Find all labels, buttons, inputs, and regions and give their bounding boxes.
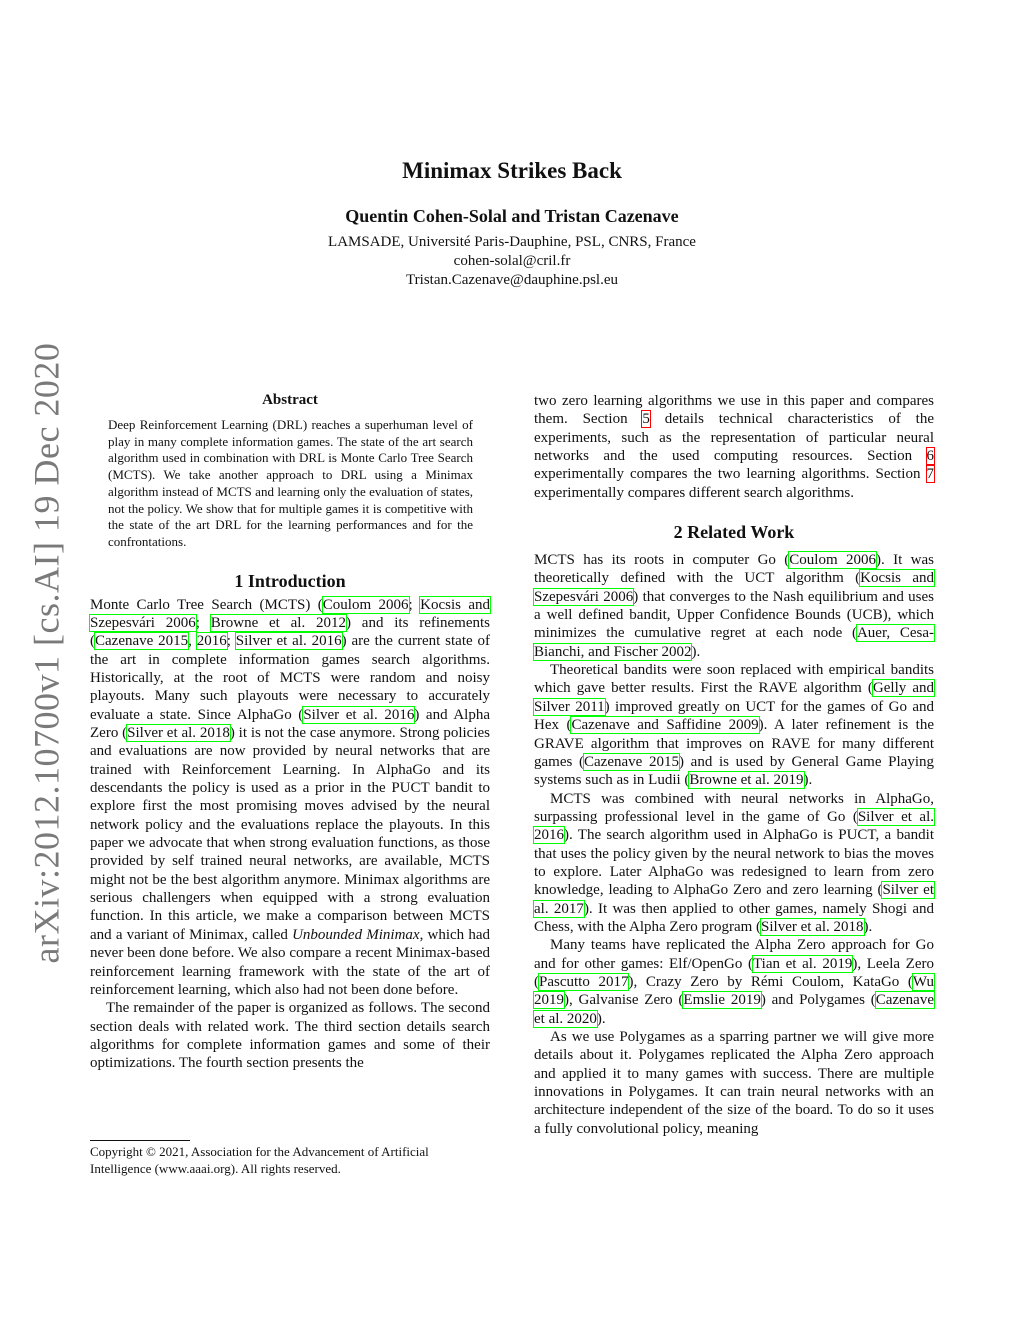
citation-link[interactable]: Gelly and Silver 2011: [534, 680, 934, 715]
related-paragraph-5: As we use Polygames as a sparring partner we will give more details about it. Polygames replicated the Alpha Zero approach and applied it to many games with success. There are multiple innovations in Polygames. It can train neural networks with an architecture independent of the size of the board. To do so it uses a fully convolutional policy, meaning: [534, 1029, 934, 1137]
citation-link[interactable]: Cazenave and Saffidine 2009: [571, 717, 759, 734]
citation-link[interactable]: Silver et al. 2016: [303, 706, 415, 723]
section-heading-related-work: 2 Related Work: [673, 522, 795, 543]
related-paragraph-3: MCTS was combined with neural networks in AlphaGo, surpassing professional level in the game of Go (Silver et al. 2016). The search algorithm used in AlphaGo is PUCT, a bandit that uses the policy given by the neural network to bias the moves to explore. Later AlphaGo was redesigned to learn from zero knowledge, leading to AlphaGo Zero and zero learning (Silver et al. 2017). It was then applied to other games, namely Shogi and Chess, with the Alpha Zero program (Silver et al. 2018).: [534, 790, 935, 935]
section-ref-link[interactable]: 5: [642, 411, 650, 428]
intro-paragraph-2: The remainder of the paper is organized as follows. The second section deals with related work. The third section details search algorithms for complete information games and some of their optimizations. The fourth section presents the: [90, 1000, 490, 1072]
citation-link[interactable]: Browne et al. 2019: [689, 772, 804, 789]
author-affiliation: LAMSADE, Université Paris-Dauphine, PSL, CNRS, France: [328, 234, 696, 250]
abstract-heading: Abstract: [262, 392, 318, 408]
citation-link[interactable]: 2016: [196, 633, 227, 650]
citation-link[interactable]: Silver et al. 2016: [534, 808, 934, 844]
citation-link[interactable]: Auer, Cesa-Bianchi, and Fischer 2002: [534, 625, 934, 660]
author-email-2: Tristan.Cazenave@dauphine.psl.eu: [406, 272, 618, 288]
citation-link[interactable]: Cazenave 2015: [584, 753, 679, 770]
citation-link[interactable]: Silver et al. 2018: [761, 918, 864, 935]
citation-link[interactable]: Cazenave 2015: [95, 633, 189, 650]
left-column: [90, 392, 490, 1073]
abstract-text: Deep Reinforcement Learning (DRL) reaches a superhuman level of play in many complete information games. The state of the art search algorithm used in combination with DRL is Monte Carlo Tree Search (MCTS). We take another approach to DRL using a Minimax algorithm instead of MCTS and learning only the evaluation of states, not the policy. We show that for multiple games it is competitive with the state of the art DRL for the learning performances and for the confrontations.: [108, 417, 473, 549]
citation-link[interactable]: Silver et al. 2017: [534, 882, 934, 917]
citation-link[interactable]: Coulom 2006: [322, 596, 409, 613]
citation-link[interactable]: Tian et al. 2019: [753, 955, 853, 972]
citation-link[interactable]: Coulom 2006: [789, 552, 876, 569]
section-ref-link[interactable]: 6: [926, 448, 934, 465]
copyright-footnote: Copyright © 2021, Association for the Advancement of Artificial Intelligence (www.aaai.org). All rights reserved.: [90, 1144, 429, 1176]
arxiv-identifier: [26, 342, 66, 963]
related-paragraph-1: MCTS has its roots in computer Go (Coulom 2006). It was theoretically defined with the UCT algorithm (Kocsis and Szepesvári 2006) that converges to the Nash equilibrium and uses a well defined bandit, Upper Confidence Bounds (UCB), which minimizes the cumulative regret at each node (Auer, Cesa-Bianchi, and Fischer 2002).: [534, 552, 934, 660]
citation-link[interactable]: Wu 2019: [534, 973, 934, 1009]
citation-link[interactable]: Browne et al. 2012: [210, 614, 346, 631]
outline-paragraph: two zero learning algorithms we use in this paper and compares them. Section 5 details technical characteristics of the experiments, such as the representation of particular neural networks and the used computing resources. Section 6 experimentally compares the two learning algorithms. Section 7 experimentally compares different search algorithms.: [534, 393, 934, 501]
citation-link[interactable]: Emslie 2019: [683, 992, 761, 1009]
related-paragraph-4: Many teams have replicated the Alpha Zero approach for Go and for other games: Elf/OpenGo (Tian et al. 2019), Leela Zero (Pascutto 2017), Crazy Zero by Rémi Coulom, KataGo (Wu 2019), Galvanise Zero (Emslie 2019) and Polygames (Cazenave et al. 2020).: [534, 937, 934, 1027]
arxiv-identifier-text: arXiv:2012.10700v1 [cs.AI] 19 Dec 2020: [26, 342, 66, 963]
citation-link[interactable]: Cazenave et al. 2020: [534, 992, 934, 1027]
paper-authors: Quentin Cohen-Solal and Tristan Cazenave: [345, 206, 679, 226]
citation-link[interactable]: Silver et al. 2018: [127, 725, 230, 742]
paper-title: Minimax Strikes Back: [402, 158, 622, 183]
citation-link[interactable]: Pascutto 2017: [539, 973, 629, 990]
right-column: [534, 392, 934, 1138]
footnote-divider: [90, 1140, 190, 1141]
citation-link[interactable]: Silver et al. 2016: [235, 633, 342, 650]
citation-link[interactable]: Kocsis and Szepesvári 2006: [534, 570, 934, 605]
section-ref-link[interactable]: 7: [926, 466, 934, 483]
citation-link[interactable]: Kocsis and Szepesvári 2006: [90, 596, 491, 631]
author-email-1: cohen-solal@cril.fr: [453, 253, 571, 269]
section-heading-introduction: 1 Introduction: [234, 570, 346, 591]
intro-paragraph-1: Monte Carlo Tree Search (MCTS) (Coulom 2006; Kocsis and Szepesvári 2006; Browne et al. 2012) and its refinements (Cazenave 2015, 2016; Silver et al. 2016) are the current state of the art in complete information games search algorithms. Historically, at the root of MCTS were random and noisy playouts. Many such playouts were necessary to accurately evaluate a state. Since AlphaGo (Silver et al. 2016) and Alpha Zero (Silver et al. 2018) it is not the case anymore. Strong policies and evaluations are now provided by neural networks that are trained with Reinforcement Learning. In AlphaGo and its descendants the policy is used as a prior in the PUCT bandit to explore first the most promising moves advised by the neural network policy and the evaluations replace the playouts. In this paper we advocate that when strong evaluation functions, as those provided by self trained neural networks, are available, MCTS might not be the best algorithm anymore. Minimax algorithms are serious challengers when equipped with a strong evaluation function. In this article, we make a comparison between MCTS and a variant of Minimax, called Unbounded Minimax, which had never been done before. We also compare a recent Minimax-based reinforcement learning framework with the state of the art of reinforcement learning, which also had not been done before.: [90, 596, 491, 998]
related-paragraph-2: Theoretical bandits were soon replaced with empirical bandits which gave better results. First the RAVE algorithm (Gelly and Silver 2011) improved greatly on UCT for the games of Go and Hex (Cazenave and Saffidine 2009). A later refinement is the GRAVE algorithm that improves on RAVE for many different games (Cazenave 2015) and is used by General Game Playing systems such as in Ludii (Browne et al. 2019).: [534, 662, 934, 789]
